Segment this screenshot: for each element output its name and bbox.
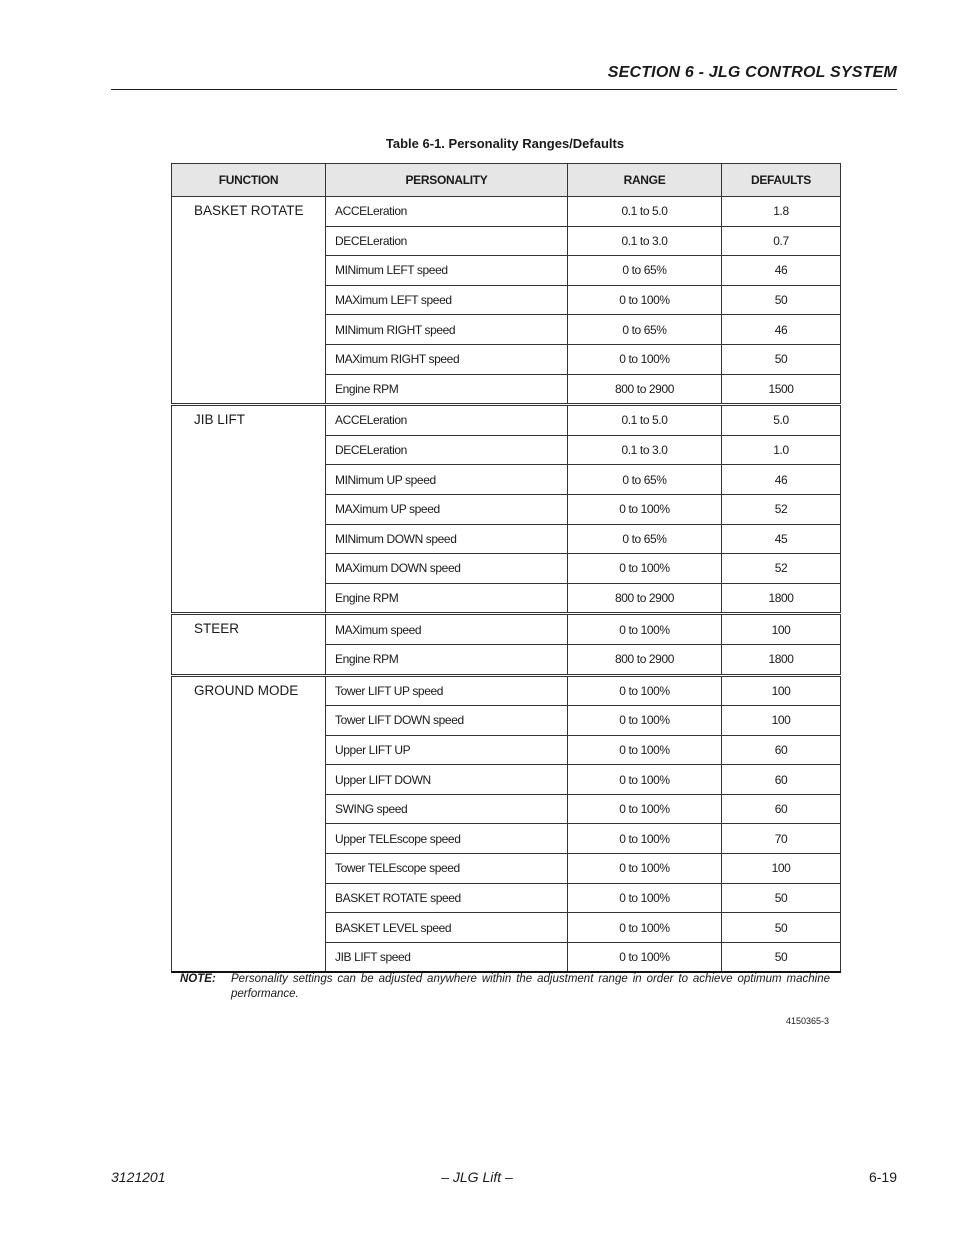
personality-cell: SWING speed: [326, 794, 568, 824]
footer-doc-number: 3121201: [111, 1169, 166, 1185]
range-cell: 0 to 65%: [568, 465, 722, 495]
default-cell: 100: [722, 854, 841, 884]
personality-cell: MINimum UP speed: [326, 465, 568, 495]
table-row: [172, 405, 841, 436]
range-cell: 0 to 65%: [568, 315, 722, 345]
figure-id: 4150365-3: [785, 1016, 829, 1026]
default-cell: 50: [722, 883, 841, 913]
range-cell: 0 to 100%: [568, 765, 722, 795]
default-cell: 45: [722, 524, 841, 554]
function-cell: STEER: [172, 614, 326, 675]
note-label: NOTE:: [180, 973, 216, 985]
personality-cell: ACCELeration: [326, 197, 568, 227]
column-header-personality: PERSONALITY: [326, 164, 568, 197]
personality-cell: Engine RPM: [326, 583, 568, 614]
table-note: [180, 972, 830, 1002]
default-cell: 70: [722, 824, 841, 854]
range-cell: 800 to 2900: [568, 583, 722, 614]
default-cell: 50: [722, 285, 841, 315]
personality-cell: Upper TELEscope speed: [326, 824, 568, 854]
range-cell: 0 to 100%: [568, 883, 722, 913]
default-cell: 1500: [722, 374, 841, 405]
default-cell: 52: [722, 554, 841, 584]
personality-cell: JIB LIFT speed: [326, 942, 568, 972]
personality-cell: Engine RPM: [326, 374, 568, 405]
personality-cell: BASKET LEVEL speed: [326, 913, 568, 943]
range-cell: 0.1 to 3.0: [568, 435, 722, 465]
table-row: [172, 197, 841, 227]
range-cell: 0 to 100%: [568, 735, 722, 765]
range-cell: 0.1 to 5.0: [568, 405, 722, 436]
personality-cell: MAXimum speed: [326, 614, 568, 645]
default-cell: 100: [722, 706, 841, 736]
personality-cell: Engine RPM: [326, 644, 568, 675]
personality-cell: MAXimum RIGHT speed: [326, 344, 568, 374]
personality-cell: BASKET ROTATE speed: [326, 883, 568, 913]
personality-cell: Tower LIFT UP speed: [326, 675, 568, 706]
default-cell: 1800: [722, 583, 841, 614]
personality-cell: ACCELeration: [326, 405, 568, 436]
personality-cell: Upper LIFT UP: [326, 735, 568, 765]
default-cell: 50: [722, 942, 841, 972]
range-cell: 0 to 100%: [568, 794, 722, 824]
table-caption: Table 6-1. Personality Ranges/Defaults: [385, 136, 625, 151]
range-cell: 0 to 100%: [568, 706, 722, 736]
range-cell: 0 to 100%: [568, 344, 722, 374]
section-title: SECTION 6 - JLG CONTROL SYSTEM: [607, 64, 897, 81]
personality-table: [171, 163, 841, 973]
column-header-function: FUNCTION: [172, 164, 326, 197]
function-cell: JIB LIFT: [172, 405, 326, 614]
table-row: [172, 614, 841, 645]
range-cell: 800 to 2900: [568, 644, 722, 675]
default-cell: 0.7: [722, 226, 841, 256]
range-cell: 0 to 100%: [568, 913, 722, 943]
default-cell: 46: [722, 315, 841, 345]
default-cell: 60: [722, 765, 841, 795]
default-cell: 46: [722, 256, 841, 286]
default-cell: 100: [722, 614, 841, 645]
personality-cell: MINimum RIGHT speed: [326, 315, 568, 345]
range-cell: 0 to 100%: [568, 854, 722, 884]
range-cell: 0 to 100%: [568, 494, 722, 524]
default-cell: 60: [722, 735, 841, 765]
table-row: [172, 675, 841, 706]
table-body: [172, 197, 841, 973]
default-cell: 52: [722, 494, 841, 524]
personality-cell: MAXimum UP speed: [326, 494, 568, 524]
range-cell: 800 to 2900: [568, 374, 722, 405]
range-cell: 0.1 to 5.0: [568, 197, 722, 227]
personality-cell: MAXimum DOWN speed: [326, 554, 568, 584]
column-header-defaults: DEFAULTS: [722, 164, 841, 197]
column-header-range: RANGE: [568, 164, 722, 197]
personality-cell: MAXimum LEFT speed: [326, 285, 568, 315]
function-cell: GROUND MODE: [172, 675, 326, 972]
personality-cell: MINimum DOWN speed: [326, 524, 568, 554]
range-cell: 0 to 100%: [568, 942, 722, 972]
personality-cell: Upper LIFT DOWN: [326, 765, 568, 795]
personality-cell: DECELeration: [326, 435, 568, 465]
default-cell: 1.8: [722, 197, 841, 227]
range-cell: 0.1 to 3.0: [568, 226, 722, 256]
range-cell: 0 to 65%: [568, 256, 722, 286]
footer-publisher: – JLG Lift –: [441, 1169, 513, 1185]
range-cell: 0 to 100%: [568, 824, 722, 854]
default-cell: 46: [722, 465, 841, 495]
note-text: Personality settings can be adjusted anywhere within the adjustment range in order to achieve optimum machine performance.: [231, 973, 830, 1000]
personality-cell: Tower TELEscope speed: [326, 854, 568, 884]
function-cell: BASKET ROTATE: [172, 197, 326, 405]
range-cell: 0 to 100%: [568, 675, 722, 706]
personality-cell: DECELeration: [326, 226, 568, 256]
table-header-row: [172, 164, 841, 197]
default-cell: 50: [722, 913, 841, 943]
header-divider: [111, 89, 897, 90]
personality-cell: MINimum LEFT speed: [326, 256, 568, 286]
range-cell: 0 to 100%: [568, 554, 722, 584]
footer-page-number: 6-19: [868, 1169, 897, 1185]
personality-cell: Tower LIFT DOWN speed: [326, 706, 568, 736]
range-cell: 0 to 65%: [568, 524, 722, 554]
default-cell: 60: [722, 794, 841, 824]
default-cell: 1800: [722, 644, 841, 675]
default-cell: 100: [722, 675, 841, 706]
range-cell: 0 to 100%: [568, 285, 722, 315]
range-cell: 0 to 100%: [568, 614, 722, 645]
default-cell: 5.0: [722, 405, 841, 436]
default-cell: 50: [722, 344, 841, 374]
default-cell: 1.0: [722, 435, 841, 465]
